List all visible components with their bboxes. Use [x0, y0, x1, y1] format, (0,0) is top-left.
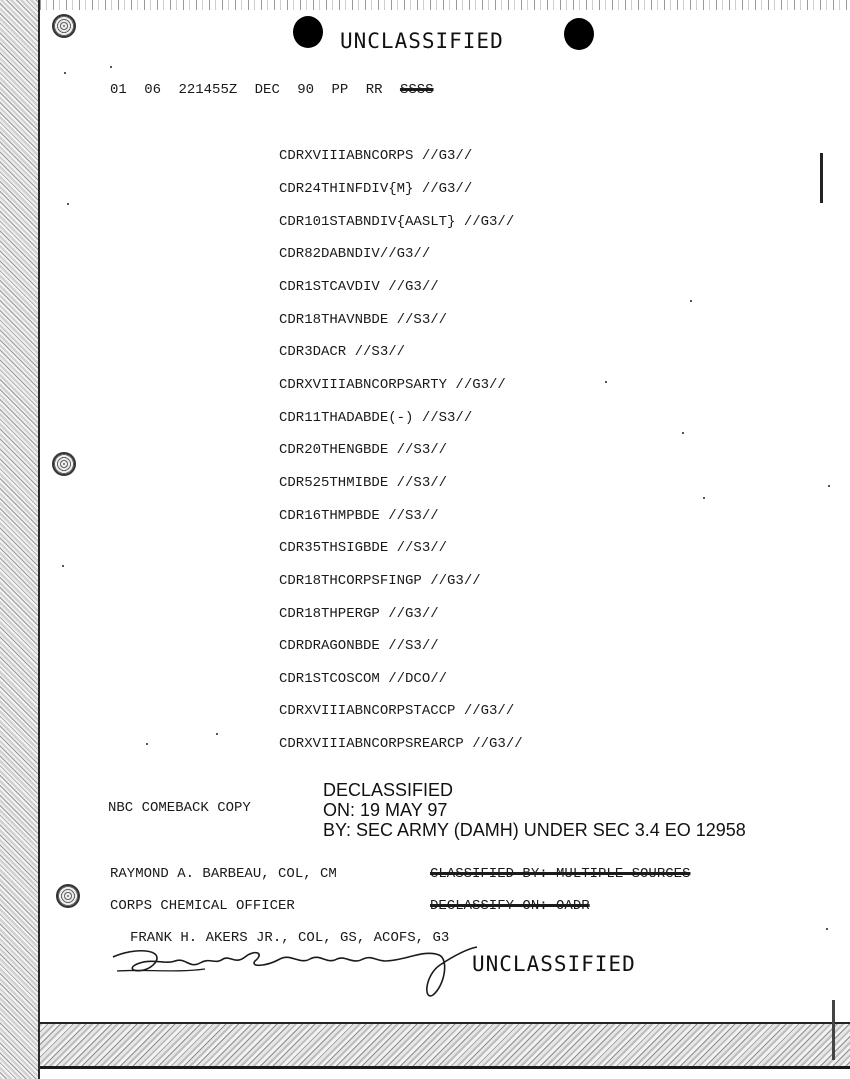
addressee-line: CDRXVIIIABNCORPSARTY //G3//	[279, 377, 506, 393]
scan-speck	[605, 381, 607, 383]
addressee-line: CDR18THCORPSFINGP //G3//	[279, 573, 481, 589]
scan-speck	[216, 733, 218, 735]
dtg-field: RR	[365, 82, 383, 98]
scan-speck	[703, 497, 705, 499]
scan-speck	[62, 565, 64, 567]
declass-date: ON: 19 MAY 97	[323, 800, 448, 820]
copy-label: NBC COMEBACK COPY	[108, 800, 251, 816]
addressee-line: CDR18THAVNBDE //S3//	[279, 312, 448, 328]
dtg-field: DEC	[254, 82, 280, 98]
declass-authority: BY: SEC ARMY (DAMH) UNDER SEC 3.4 EO 12958	[323, 820, 746, 840]
scan-speck	[690, 300, 692, 302]
dtg-field: 90	[297, 82, 315, 98]
scan-speck	[826, 928, 828, 930]
declassification-stamp	[323, 780, 746, 840]
seal-icon	[52, 452, 76, 476]
addressee-line: CDR18THPERGP //G3//	[279, 606, 439, 622]
scan-speck	[110, 66, 112, 68]
scan-speck	[828, 485, 830, 487]
seal-icon	[56, 884, 80, 908]
addressee-line: CDR24THINFDIV{M} //G3//	[279, 181, 473, 197]
seal-icon	[52, 14, 76, 38]
dtg-field: 221455Z	[178, 82, 238, 98]
dtg-struck-field: SSSS	[399, 82, 434, 98]
addressee-line: CDR16THMPBDE //S3//	[279, 508, 439, 524]
addressee-line: CDR101STABNDIV{AASLT} //G3//	[279, 214, 515, 230]
addressee-line: CDRDRAGONBDE //S3//	[279, 638, 439, 654]
scan-left-edge	[0, 0, 40, 1079]
addressee-line: CDR35THSIGBDE //S3//	[279, 540, 448, 556]
margin-bar-mark	[820, 153, 823, 203]
scan-bottom-edge	[40, 1022, 850, 1066]
addressee-line: CDR3DACR //S3//	[279, 344, 406, 360]
classified-by-struck: CLASSIFIED BY: MULTIPLE SOURCES	[430, 866, 691, 882]
scan-top-edge	[40, 0, 850, 10]
dtg-field: 01	[110, 82, 127, 98]
addressee-line: CDR11THADABDE(-) //S3//	[279, 410, 473, 426]
handwritten-signature	[105, 935, 485, 1005]
drafter-name: RAYMOND A. BARBEAU, COL, CM	[110, 866, 337, 882]
declassify-on-struck: DECLASSIFY ON: OADR	[430, 898, 590, 914]
scan-left-border	[38, 0, 40, 1079]
scan-speck	[682, 432, 684, 434]
header-classification: UNCLASSIFIED	[340, 29, 504, 53]
punch-hole-left	[293, 16, 323, 48]
scan-speck	[64, 72, 66, 74]
addressee-line: CDR82DABNDIV//G3//	[279, 246, 431, 262]
footer-classification: UNCLASSIFIED	[472, 952, 636, 976]
dtg-field: PP	[331, 82, 349, 98]
releaser-name: FRANK H. AKERS JR., COL, GS, ACOFS, G3	[130, 930, 450, 946]
addressee-line: CDR1STCOSCOM //DCO//	[279, 671, 448, 687]
scan-speck	[146, 743, 148, 745]
addressee-line: CDRXVIIIABNCORPSTACCP //G3//	[279, 703, 515, 719]
addressee-line: CDR525THMIBDE //S3//	[279, 475, 448, 491]
addressee-line: CDR20THENGBDE //S3//	[279, 442, 448, 458]
drafter-title: CORPS CHEMICAL OFFICER	[110, 898, 295, 914]
punch-hole-right	[564, 18, 594, 50]
addressee-line: CDRXVIIIABNCORPS //G3//	[279, 148, 473, 164]
date-time-group	[110, 82, 434, 98]
scan-speck	[67, 203, 69, 205]
dtg-field: 06	[144, 82, 162, 98]
addressee-line: CDR1STCAVDIV //G3//	[279, 279, 439, 295]
scan-bottom-border	[40, 1066, 850, 1069]
scan-right-mark	[832, 1000, 835, 1060]
declass-line: DECLASSIFIED	[323, 780, 454, 800]
addressee-line: CDRXVIIIABNCORPSREARCP //G3//	[279, 736, 523, 752]
